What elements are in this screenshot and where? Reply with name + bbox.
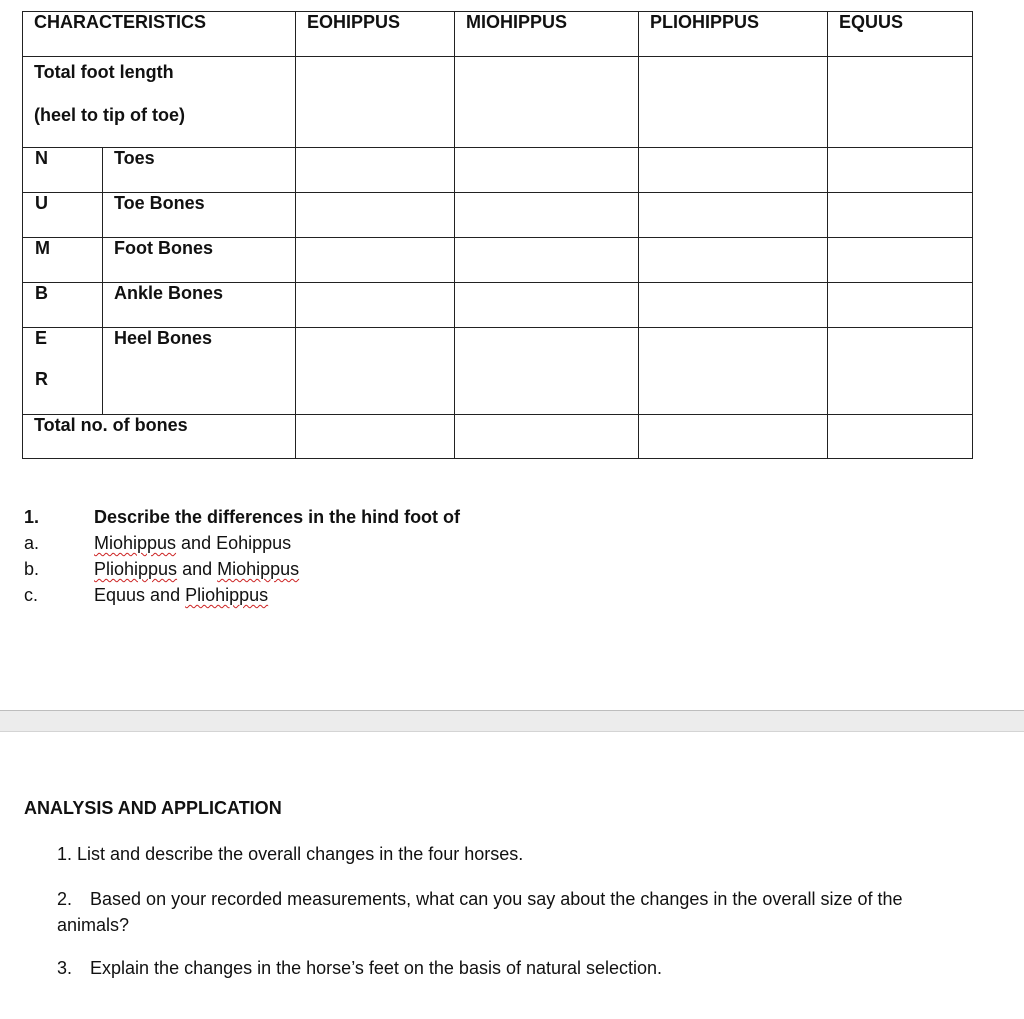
answer-cell[interactable] <box>296 238 455 283</box>
table-row-toe-bones <box>23 193 973 238</box>
answer-cell[interactable] <box>455 148 639 193</box>
total-bones-label: Total no. of bones <box>23 415 296 459</box>
analysis-section <box>24 798 903 978</box>
number-letter: U <box>23 193 103 238</box>
number-letter: M <box>23 238 103 283</box>
answer-cell[interactable] <box>296 57 455 148</box>
answer-cell[interactable] <box>639 193 828 238</box>
table-row-total-bones <box>23 415 973 459</box>
misspelled-word: Pliohippus <box>185 585 269 605</box>
analysis-item-1: 1. List and describe the overall changes in the four horses. <box>57 844 524 864</box>
answer-cell[interactable] <box>639 238 828 283</box>
row-label-toes: Toes <box>103 148 296 193</box>
answer-cell[interactable] <box>296 148 455 193</box>
analysis-item-2: 2. Based on your recorded measurements, what can you say about the changes in the overall size of the animals? <box>57 889 903 935</box>
analysis-heading: ANALYSIS AND APPLICATION <box>24 798 282 818</box>
answer-cell[interactable] <box>639 57 828 148</box>
table-row-total-foot-length <box>23 57 973 148</box>
characteristics-table <box>22 11 973 459</box>
total-foot-length-line2: (heel to tip of toe) <box>34 105 185 125</box>
item-text: Equus and Pliohippus <box>94 585 269 605</box>
table-row-foot-bones <box>23 238 973 283</box>
answer-cell[interactable] <box>828 57 973 148</box>
row-label-heel-bones: Heel Bones <box>103 328 296 415</box>
row-label-toe-bones: Toe Bones <box>103 193 296 238</box>
answer-cell[interactable] <box>639 283 828 328</box>
answer-cell[interactable] <box>296 415 455 459</box>
answer-cell[interactable] <box>455 238 639 283</box>
number-letter: B <box>23 283 103 328</box>
table-row-toes <box>23 148 973 193</box>
answer-cell[interactable] <box>639 148 828 193</box>
header-miohippus: MIOHIPPUS <box>455 12 639 57</box>
answer-cell[interactable] <box>455 415 639 459</box>
answer-cell[interactable] <box>296 283 455 328</box>
answer-cell[interactable] <box>828 148 973 193</box>
header-equus: EQUUS <box>828 12 973 57</box>
answer-cell[interactable] <box>828 283 973 328</box>
item-text: Miohippus and Eohippus <box>94 533 292 553</box>
item-marker: c. <box>24 585 39 605</box>
misspelled-word: Miohippus <box>94 533 177 553</box>
question-prompt: Describe the differences in the hind foot of <box>94 507 461 527</box>
answer-cell[interactable] <box>455 328 639 415</box>
answer-cell[interactable] <box>828 328 973 415</box>
total-foot-length-line1: Total foot length <box>34 62 174 82</box>
header-eohippus: EOHIPPUS <box>296 12 455 57</box>
question-number: 1. <box>24 507 40 527</box>
answer-cell[interactable] <box>639 415 828 459</box>
table-row-ankle-bones <box>23 283 973 328</box>
answer-cell[interactable] <box>639 328 828 415</box>
table-header-row <box>23 12 973 57</box>
answer-cell[interactable] <box>455 193 639 238</box>
answer-cell[interactable] <box>455 283 639 328</box>
number-letter: E <box>35 328 48 348</box>
header-pliohippus: PLIOHIPPUS <box>639 12 828 57</box>
answer-cell[interactable] <box>828 415 973 459</box>
total-foot-length-label <box>23 57 296 148</box>
row-label-foot-bones: Foot Bones <box>103 238 296 283</box>
item-marker: a. <box>24 533 40 553</box>
table-row-heel-bones <box>23 328 973 415</box>
item-text: Pliohippus and Miohippus <box>94 559 300 579</box>
item-marker: b. <box>24 559 40 579</box>
number-letter: R <box>35 369 48 389</box>
answer-cell[interactable] <box>455 57 639 148</box>
header-characteristics: CHARACTERISTICS <box>23 12 296 57</box>
answer-cell[interactable] <box>296 193 455 238</box>
misspelled-word: Miohippus <box>217 559 300 579</box>
answer-cell[interactable] <box>296 328 455 415</box>
number-letter: N <box>23 148 103 193</box>
answer-cell[interactable] <box>828 193 973 238</box>
number-letters-cell <box>23 328 103 415</box>
page-break-divider <box>0 710 1024 732</box>
answer-cell[interactable] <box>828 238 973 283</box>
analysis-item-3: 3. Explain the changes in the horse’s feet on the basis of natural selection. <box>57 958 663 978</box>
misspelled-word: Pliohippus <box>94 559 178 579</box>
row-label-ankle-bones: Ankle Bones <box>103 283 296 328</box>
